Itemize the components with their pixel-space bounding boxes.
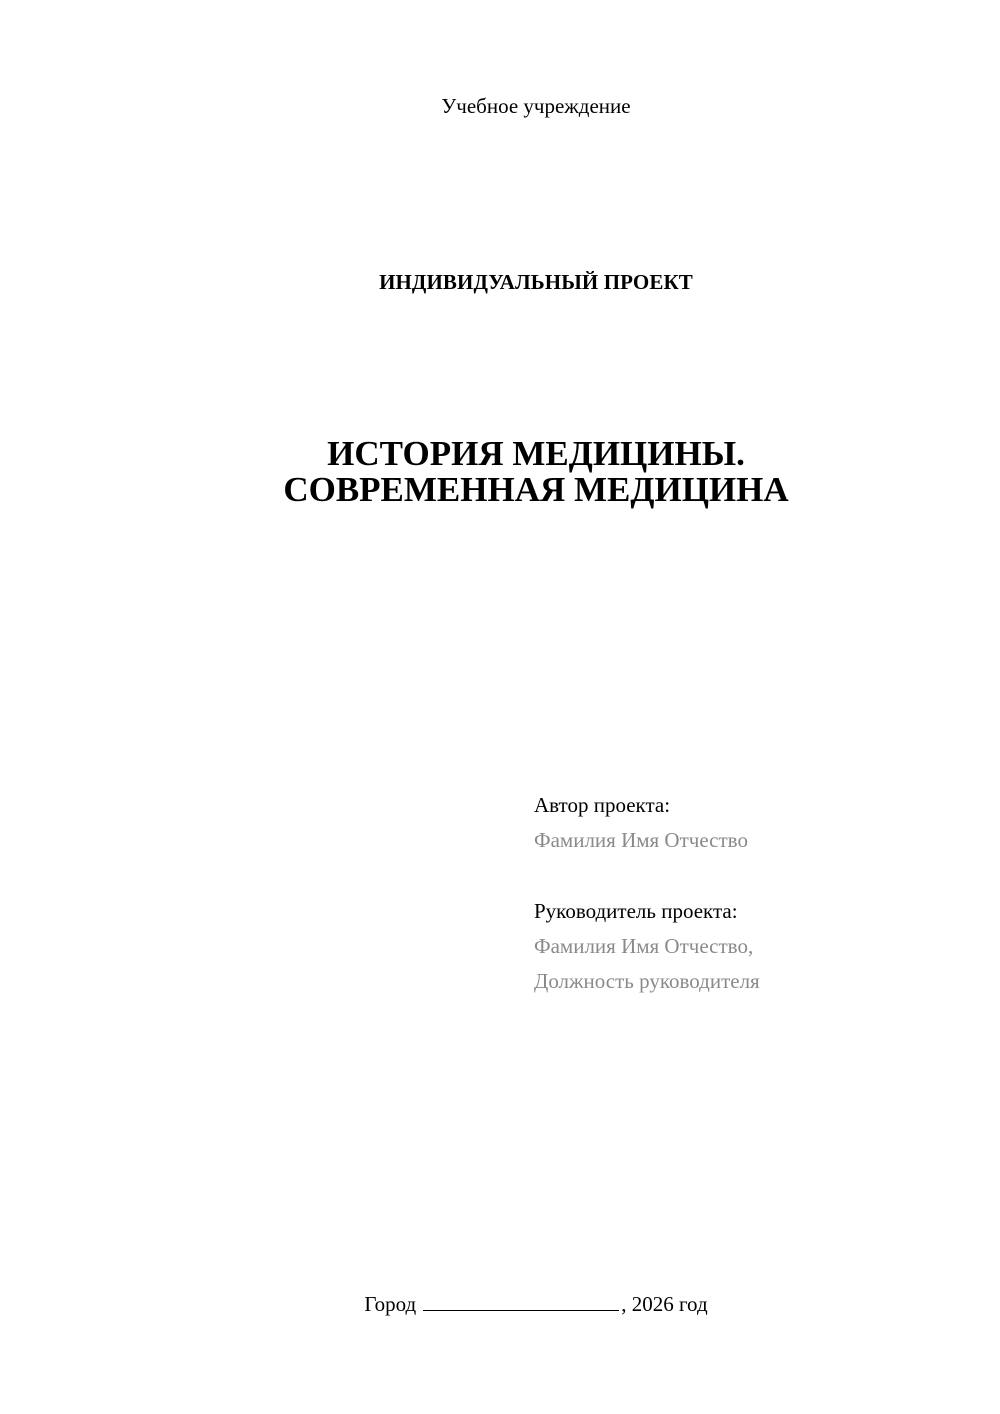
project-title-line-1: ИСТОРИЯ МЕДИЦИНЫ. bbox=[327, 434, 745, 473]
author-label: Автор проекта: bbox=[534, 793, 671, 817]
project-title-line-2: СОВРЕМЕННАЯ МЕДИЦИНА bbox=[283, 470, 789, 509]
year-text: , 2026 год bbox=[621, 1292, 708, 1316]
project-info-block bbox=[534, 788, 974, 999]
spacer bbox=[534, 858, 974, 894]
project-title bbox=[0, 436, 1000, 508]
city-label: Город bbox=[364, 1292, 417, 1316]
supervisor-name: Фамилия Имя Отчество, bbox=[534, 934, 754, 958]
institution-name: Учебное учреждение bbox=[441, 94, 631, 118]
author-name: Фамилия Имя Отчество bbox=[534, 828, 748, 852]
supervisor-position: Должность руководителя bbox=[534, 969, 760, 993]
city-year-line bbox=[0, 1290, 1000, 1318]
document-type: ИНДИВИДУАЛЬНЫЙ ПРОЕКТ bbox=[379, 270, 693, 294]
city-blank-underline bbox=[423, 1290, 619, 1311]
supervisor-label: Руководитель проекта: bbox=[534, 899, 738, 923]
